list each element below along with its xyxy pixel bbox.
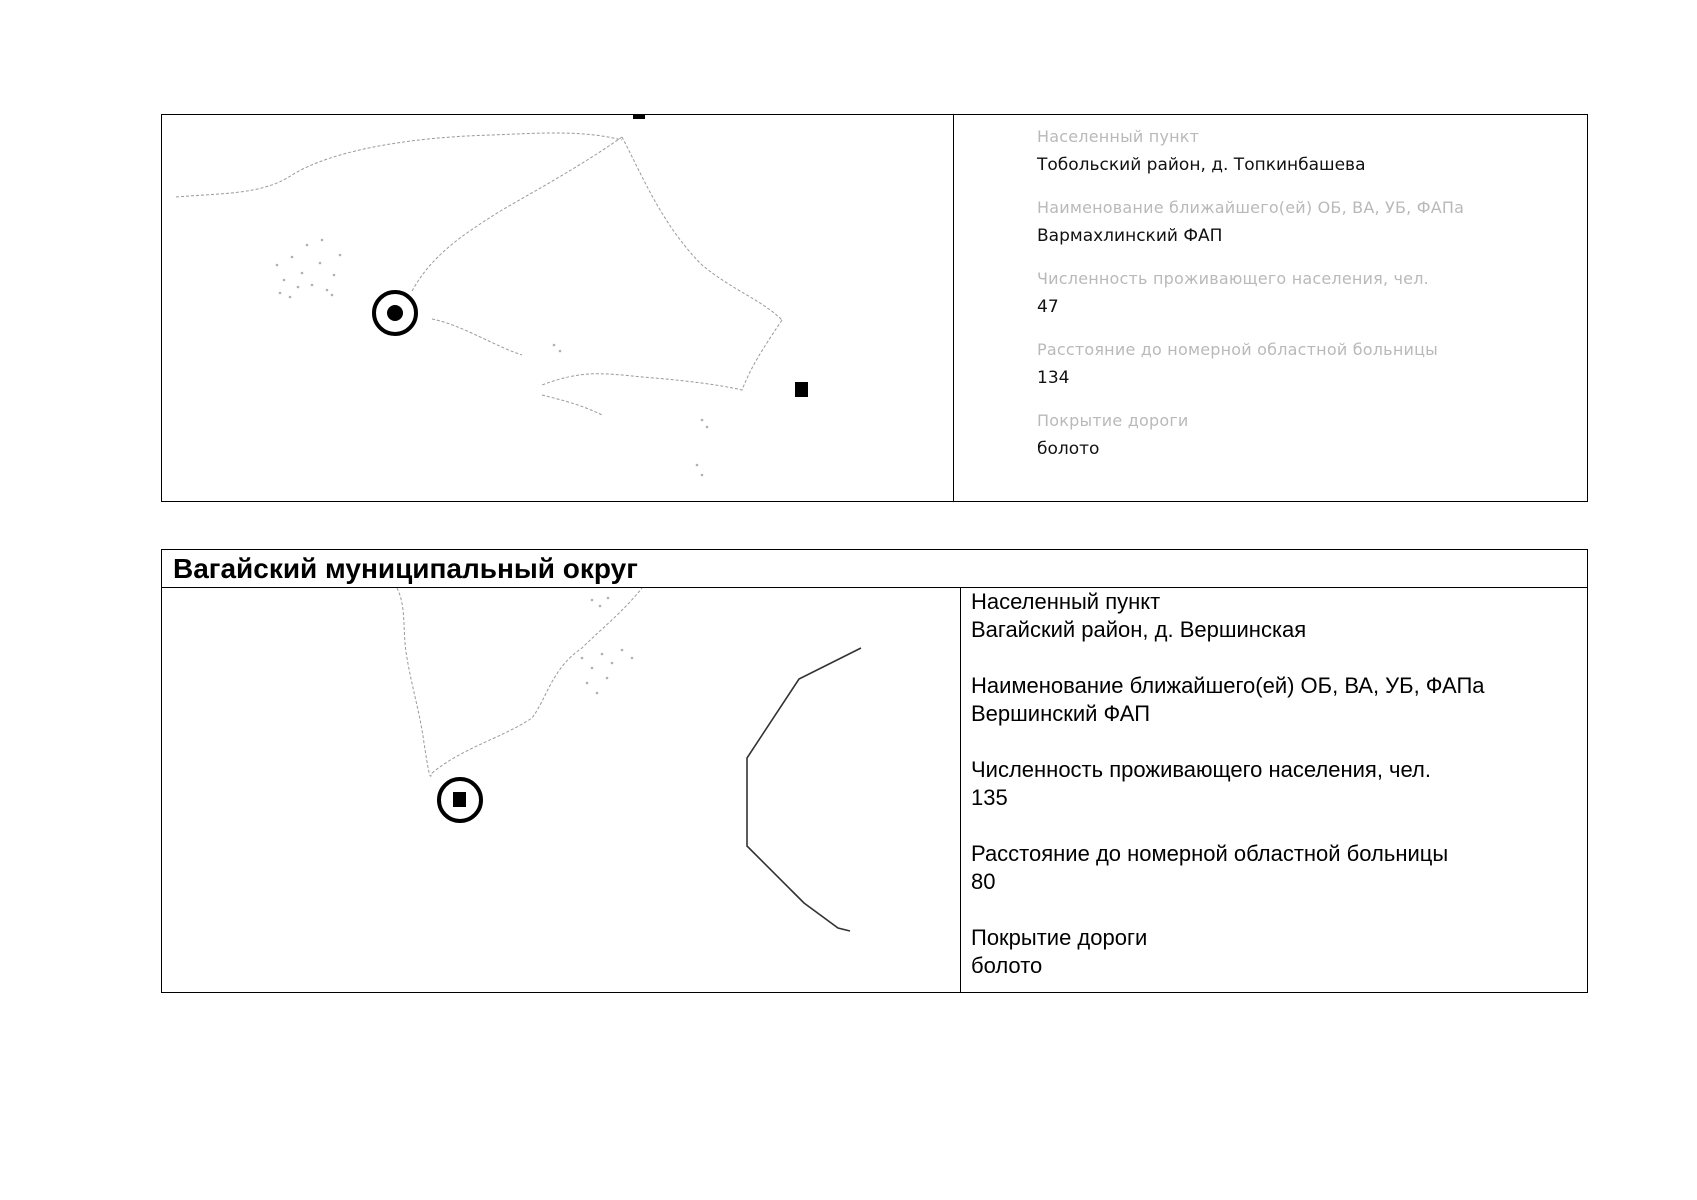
field-value: 47 <box>1037 297 1059 317</box>
field-label: Покрытие дороги <box>971 925 1148 950</box>
field-value: 80 <box>971 869 996 894</box>
field-population <box>1037 269 1587 321</box>
field-value: Вершинский ФАП <box>971 701 1151 726</box>
field-value: Тобольский район, д. Топкинбашева <box>1037 155 1366 175</box>
field-label: Численность проживающего населения, чел. <box>971 757 1431 782</box>
map-drawing <box>162 115 954 501</box>
field-value: болото <box>971 953 1043 978</box>
settlement-card-vagai <box>161 549 1588 993</box>
district-title: Вагайский муниципальный округ <box>162 550 1587 588</box>
map-drawing <box>162 588 961 993</box>
field-road-surface <box>1037 411 1587 463</box>
info-panel <box>954 115 1587 501</box>
settlement-card-tobolsk <box>161 114 1588 502</box>
field-label: Наименование ближайшего(ей) ОБ, ВА, УБ, ФАПа <box>1037 198 1465 217</box>
field-population <box>971 756 1587 812</box>
map-fragment <box>162 588 961 993</box>
field-label: Покрытие дороги <box>1037 411 1189 430</box>
field-label: Населенный пункт <box>971 589 1161 614</box>
field-label: Расстояние до номерной областной больницы <box>1037 340 1438 359</box>
field-distance <box>1037 340 1587 392</box>
field-label: Численность проживающего населения, чел. <box>1037 269 1429 288</box>
field-value: 134 <box>1037 368 1070 388</box>
field-value: Вагайский район, д. Вершинская <box>971 617 1307 642</box>
field-settlement <box>1037 127 1587 179</box>
field-settlement <box>971 588 1587 644</box>
map-fragment <box>162 115 954 501</box>
field-road-surface <box>971 924 1587 980</box>
field-label: Расстояние до номерной областной больницы <box>971 841 1449 866</box>
field-label: Наименование ближайшего(ей) ОБ, ВА, УБ, ФАПа <box>971 673 1485 698</box>
field-nearest-facility <box>971 672 1587 728</box>
info-panel <box>961 588 1587 993</box>
field-distance <box>971 840 1587 896</box>
field-value: 135 <box>971 785 1008 810</box>
field-label: Населенный пункт <box>1037 127 1200 146</box>
field-nearest-facility <box>1037 198 1587 250</box>
field-value: болото <box>1037 439 1100 459</box>
field-value: Вармахлинский ФАП <box>1037 226 1223 246</box>
